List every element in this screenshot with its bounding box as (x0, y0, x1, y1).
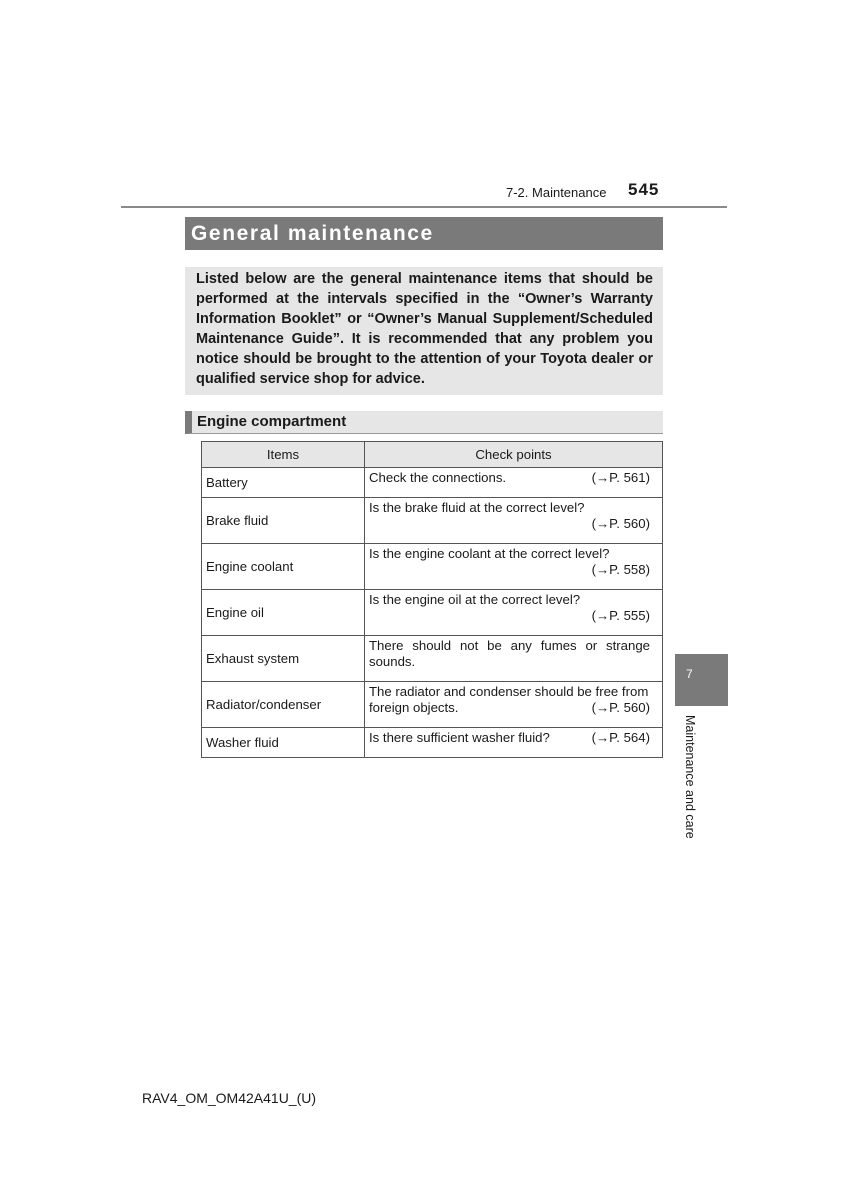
table-header-row (202, 442, 663, 468)
table-row (202, 544, 663, 590)
chapter-label: Maintenance and care (683, 715, 697, 839)
footer-document-code: RAV4_OM_OM42A41U_(U) (142, 1090, 317, 1106)
chapter-number: 7 (686, 667, 693, 681)
item-cell: Brake fluid (202, 498, 365, 544)
check-text-line: There should not be any fumes or strange (369, 638, 650, 653)
table-row (202, 498, 663, 544)
page-reference: (→P. 555) (591, 608, 650, 623)
item-cell: Washer fluid (202, 728, 365, 758)
check-text-line: The radiator and condenser should be free from (369, 684, 649, 699)
page-reference: (→P. 561) (591, 470, 650, 485)
table-row (202, 636, 663, 682)
check-cell (365, 544, 663, 590)
check-text: Check the connections. (369, 470, 507, 485)
check-cell (365, 728, 663, 758)
header-section-title: 7-2. Maintenance (506, 185, 607, 200)
page-number: 545 (628, 180, 660, 199)
page-reference: (→P. 560) (591, 700, 650, 715)
intro-paragraph: Listed below are the general maintenance items that should be performed at the intervals specified in the “Owner’s Warranty Information Booklet” or “Owner’s Manual Supplement/Scheduled Maintenance Guide”. It is recommended that any problem you notice should be brought to the attention of your Toyota dealer or qualified service shop for advice. (185, 267, 663, 395)
table-row (202, 590, 663, 636)
check-cell (365, 590, 663, 636)
table-row (202, 468, 663, 498)
item-cell: Engine oil (202, 590, 365, 636)
check-text: Is there sufficient washer fluid? (369, 730, 550, 745)
item-cell: Engine coolant (202, 544, 365, 590)
chapter-tab (675, 654, 728, 706)
table-row (202, 728, 663, 758)
check-text-line: foreign objects. (369, 700, 459, 715)
check-cell (365, 498, 663, 544)
page-reference: (→P. 558) (591, 562, 650, 577)
check-text-line: sounds. (369, 654, 416, 669)
check-text: Is the engine oil at the correct level? (369, 592, 581, 607)
check-cell (365, 636, 663, 682)
item-cell: Battery (202, 468, 365, 498)
maintenance-table (201, 441, 663, 758)
section-heading: Engine compartment (185, 411, 663, 434)
page-reference: (→P. 560) (591, 516, 650, 531)
column-header-items: Items (202, 442, 365, 468)
page-title: General maintenance (185, 217, 663, 250)
item-cell: Radiator/condenser (202, 682, 365, 728)
column-header-check-points: Check points (365, 442, 663, 468)
check-text: Is the engine coolant at the correct level? (369, 546, 610, 561)
check-cell (365, 468, 663, 498)
table-row (202, 682, 663, 728)
item-cell: Exhaust system (202, 636, 365, 682)
check-cell (365, 682, 663, 728)
check-text: Is the brake fluid at the correct level? (369, 500, 585, 515)
header-divider (121, 206, 727, 208)
page-reference: (→P. 564) (591, 730, 650, 745)
